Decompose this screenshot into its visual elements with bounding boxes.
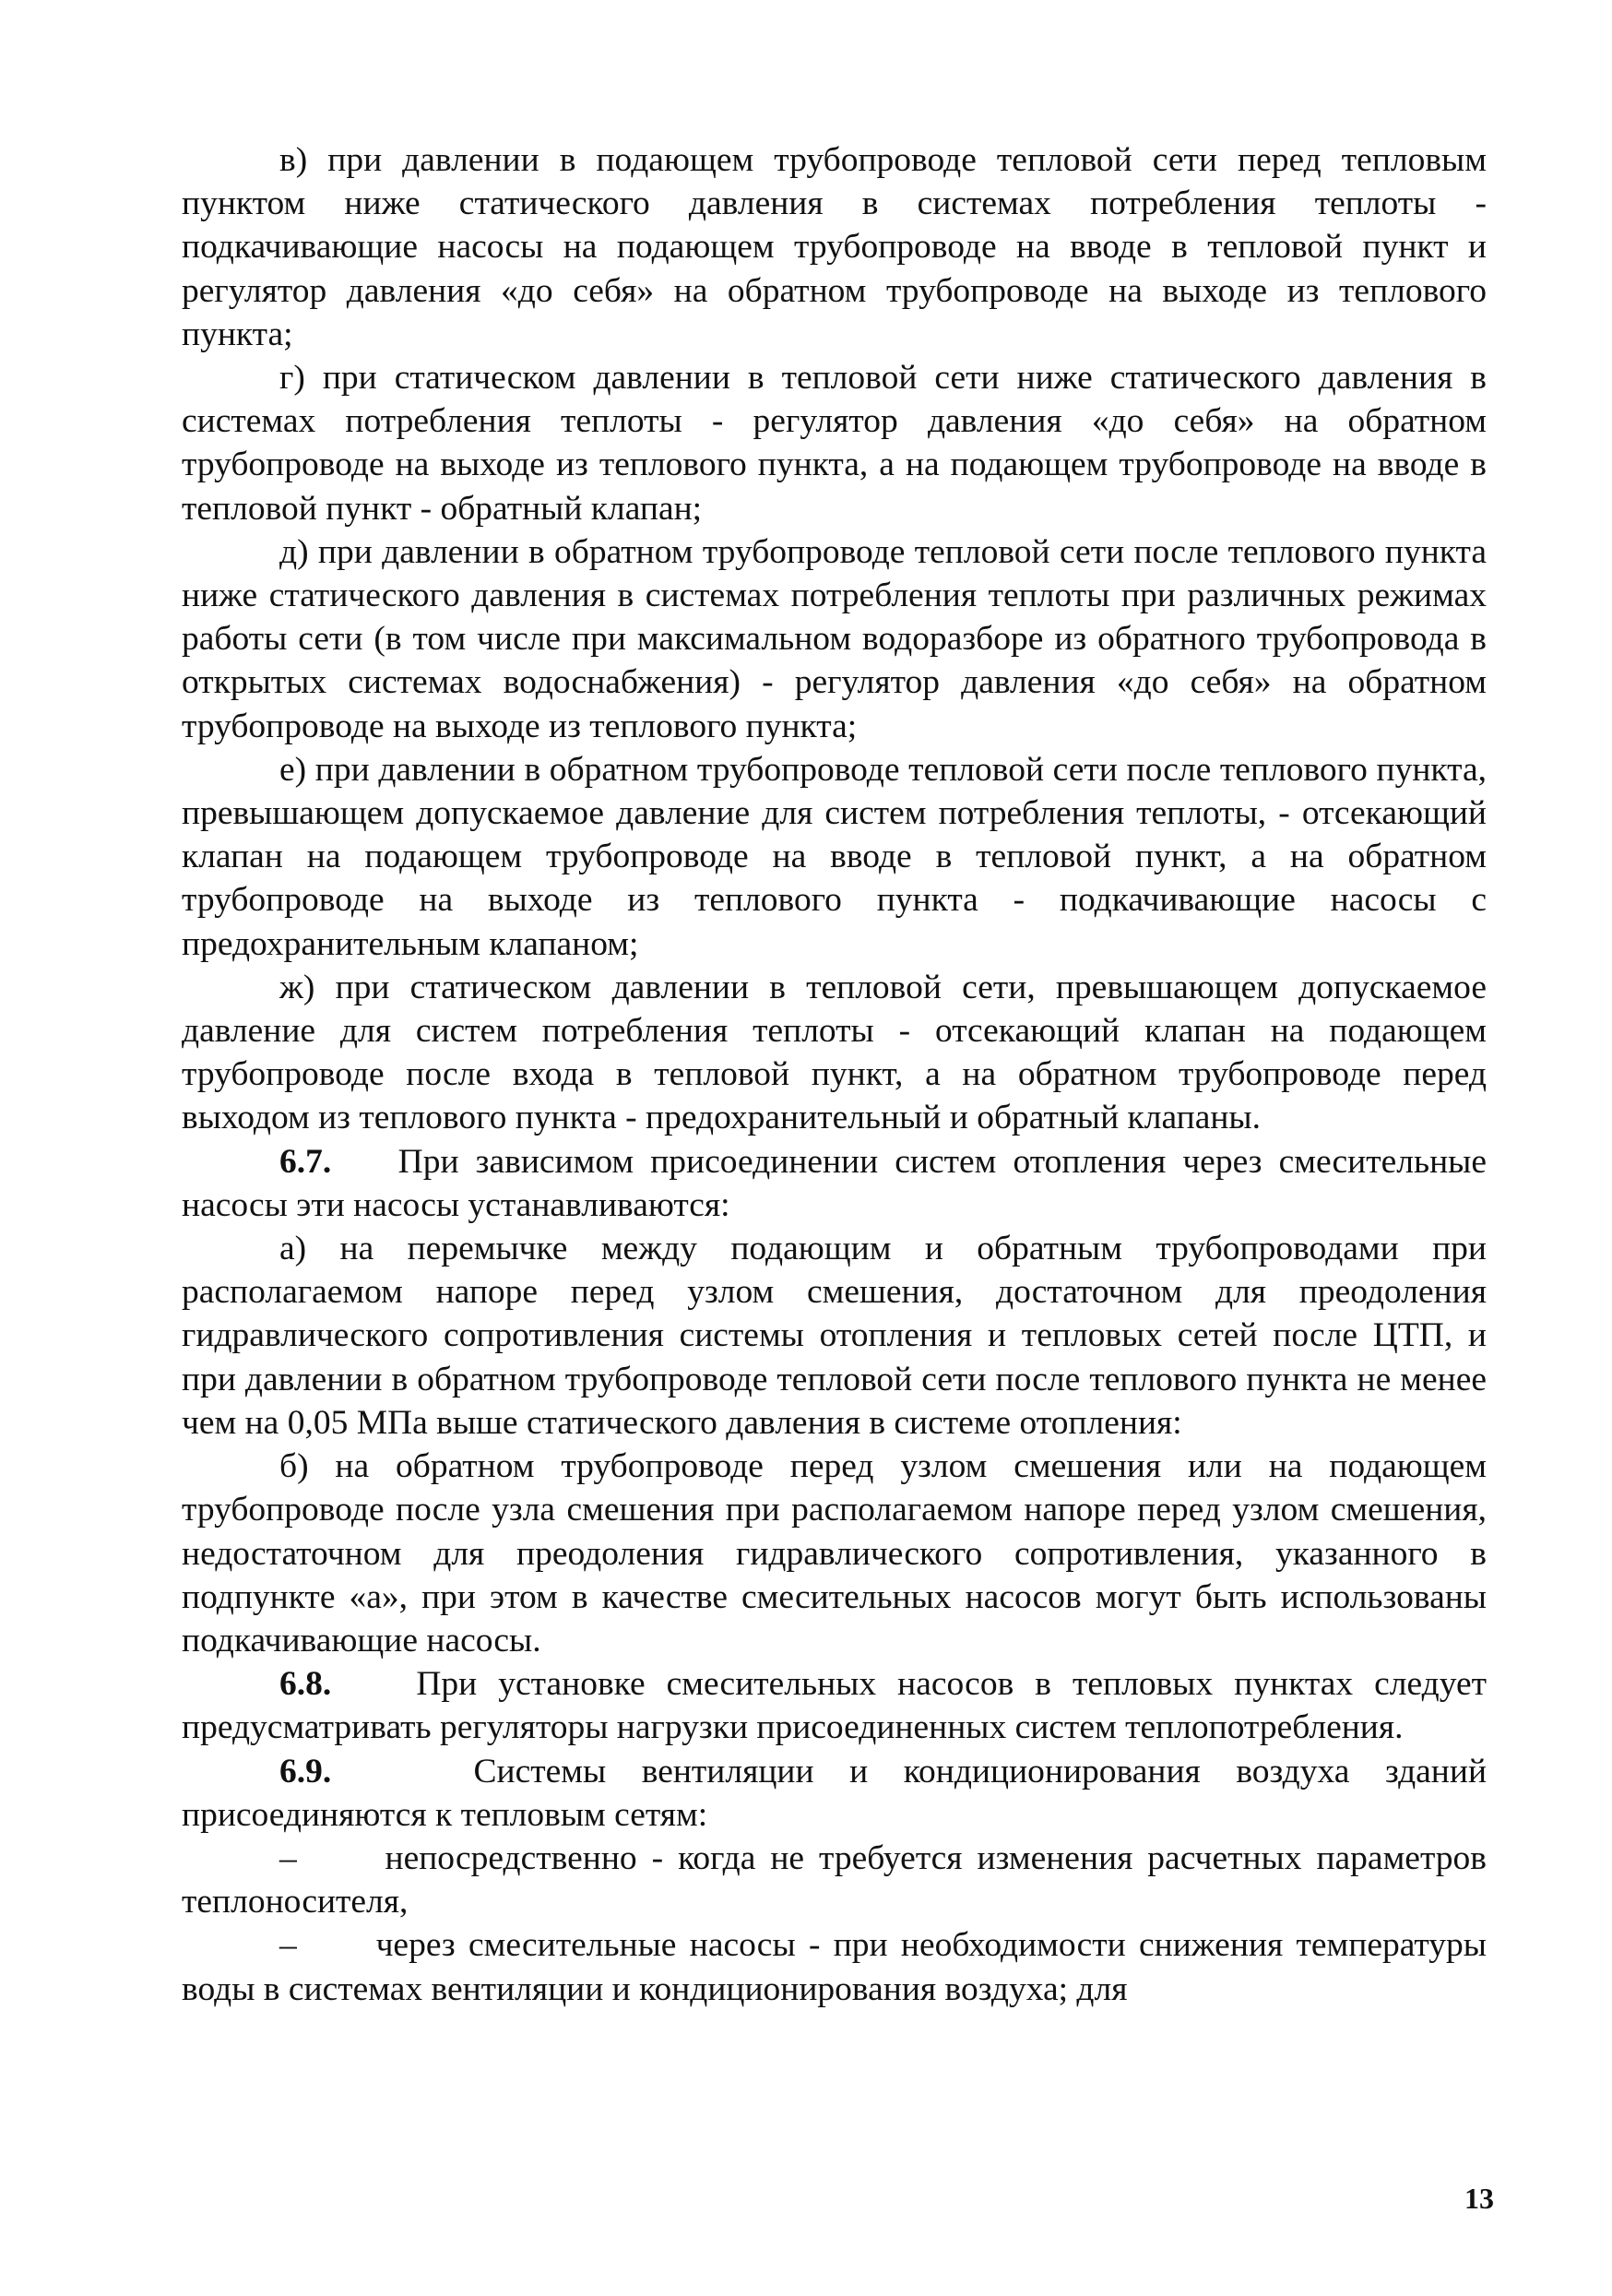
paragraph-d: д) при давлении в обратном трубопроводе тепловой сети после теплового пункта ниже статического давления в системах потребления теплоты при различных режимах работы сети (в том числе при максимальном водоразборе из обратного трубопровода в открытых системах водоснабжения) - регулятор давления «до себя» на обратном трубопроводе на выходе из теплового пункта; [182, 532, 1487, 745]
paragraph-zh: ж) при статическом давлении в тепловой сети, превышающем допускаемое давление для систем потребления теплоты - отсекающий клапан на подающем трубопроводе после входа в тепловой пункт, а на обратном трубопроводе перед выходом из теплового пункта - предохранительный и обратный клапаны. [182, 968, 1487, 1137]
section-6-9: 6.9. Системы вентиляции и кондиционирования воздуха зданий присоединяются к тепловым сетям: [182, 1752, 1488, 1834]
list-dash: – [279, 1838, 297, 1877]
list-item-mixing-pumps: – через смесительные насосы - при необходимости снижения температуры воды в системах вентиляции и кондиционирования воздуха; для [182, 1926, 1488, 2008]
section-6-7: 6.7. При зависимом присоединении систем отопления через смесительные насосы эти насосы устанавливаются: [182, 1142, 1488, 1224]
body-text [182, 138, 1487, 2011]
paragraph-g: г) при статическом давлении в тепловой сети ниже статического давления в системах потребления теплоты - регулятор давления «до себя» на обратном трубопроводе на выходе из теплового пункта, а на подающем трубопроводе на вводе в тепловой пункт - обратный клапан; [182, 359, 1487, 528]
section-number: 6.7. [279, 1142, 332, 1181]
list-dash: – [279, 1926, 297, 1965]
paragraph-e: е) при давлении в обратном трубопроводе тепловой сети после теплового пункта, превышающем допускаемое давление для систем потребления теплоты, - отсекающий клапан на подающем трубопроводе на вводе в тепловой пункт, а на обратном трубопроводе на выходе из теплового пункта - подкачивающие насосы с предохранительным клапаном; [182, 750, 1487, 963]
section-6-8: 6.8. При установке смесительных насосов в тепловых пунктах следует предусматривать регуляторы нагрузки присоединенных систем теплопотребления. [182, 1665, 1488, 1747]
paragraph-v: в) при давлении в подающем трубопроводе тепловой сети перед тепловым пунктом ниже статического давления в системах потребления теплоты - подкачивающие насосы на подающем трубопроводе на вводе в тепловой пункт и регулятор давления «до себя» на обратном трубопроводе на выходе из теплового пункта; [182, 141, 1487, 353]
section-number: 6.9. [279, 1752, 332, 1790]
section-number: 6.8. [279, 1665, 332, 1704]
list-item-direct: – непосредственно - когда не требуется изменения расчетных параметров теплоносителя, [182, 1838, 1487, 1921]
paragraph-b: б) на обратном трубопроводе перед узлом смешения или на подающем трубопроводе после узла смешения при располагаемом напоре перед узлом смешения, недостаточном для преодоления гидравлического сопротивления, указанного в подпункте «а», при этом в качестве смесительных насосов могут быть использованы подкачивающие насосы. [182, 1447, 1487, 1660]
page-number: 13 [1464, 2182, 1494, 2215]
paragraph-a: а) на перемычке между подающим и обратным трубопроводами при располагаемом напоре перед узлом смешения, достаточном для преодоления гидравлического сопротивления системы отопления и тепловых сетей после ЦТП, и при давлении в обратном трубопроводе тепловой сети после теплового пункта не менее чем на 0,05 МПа выше статического давления в системе отопления: [182, 1230, 1487, 1442]
